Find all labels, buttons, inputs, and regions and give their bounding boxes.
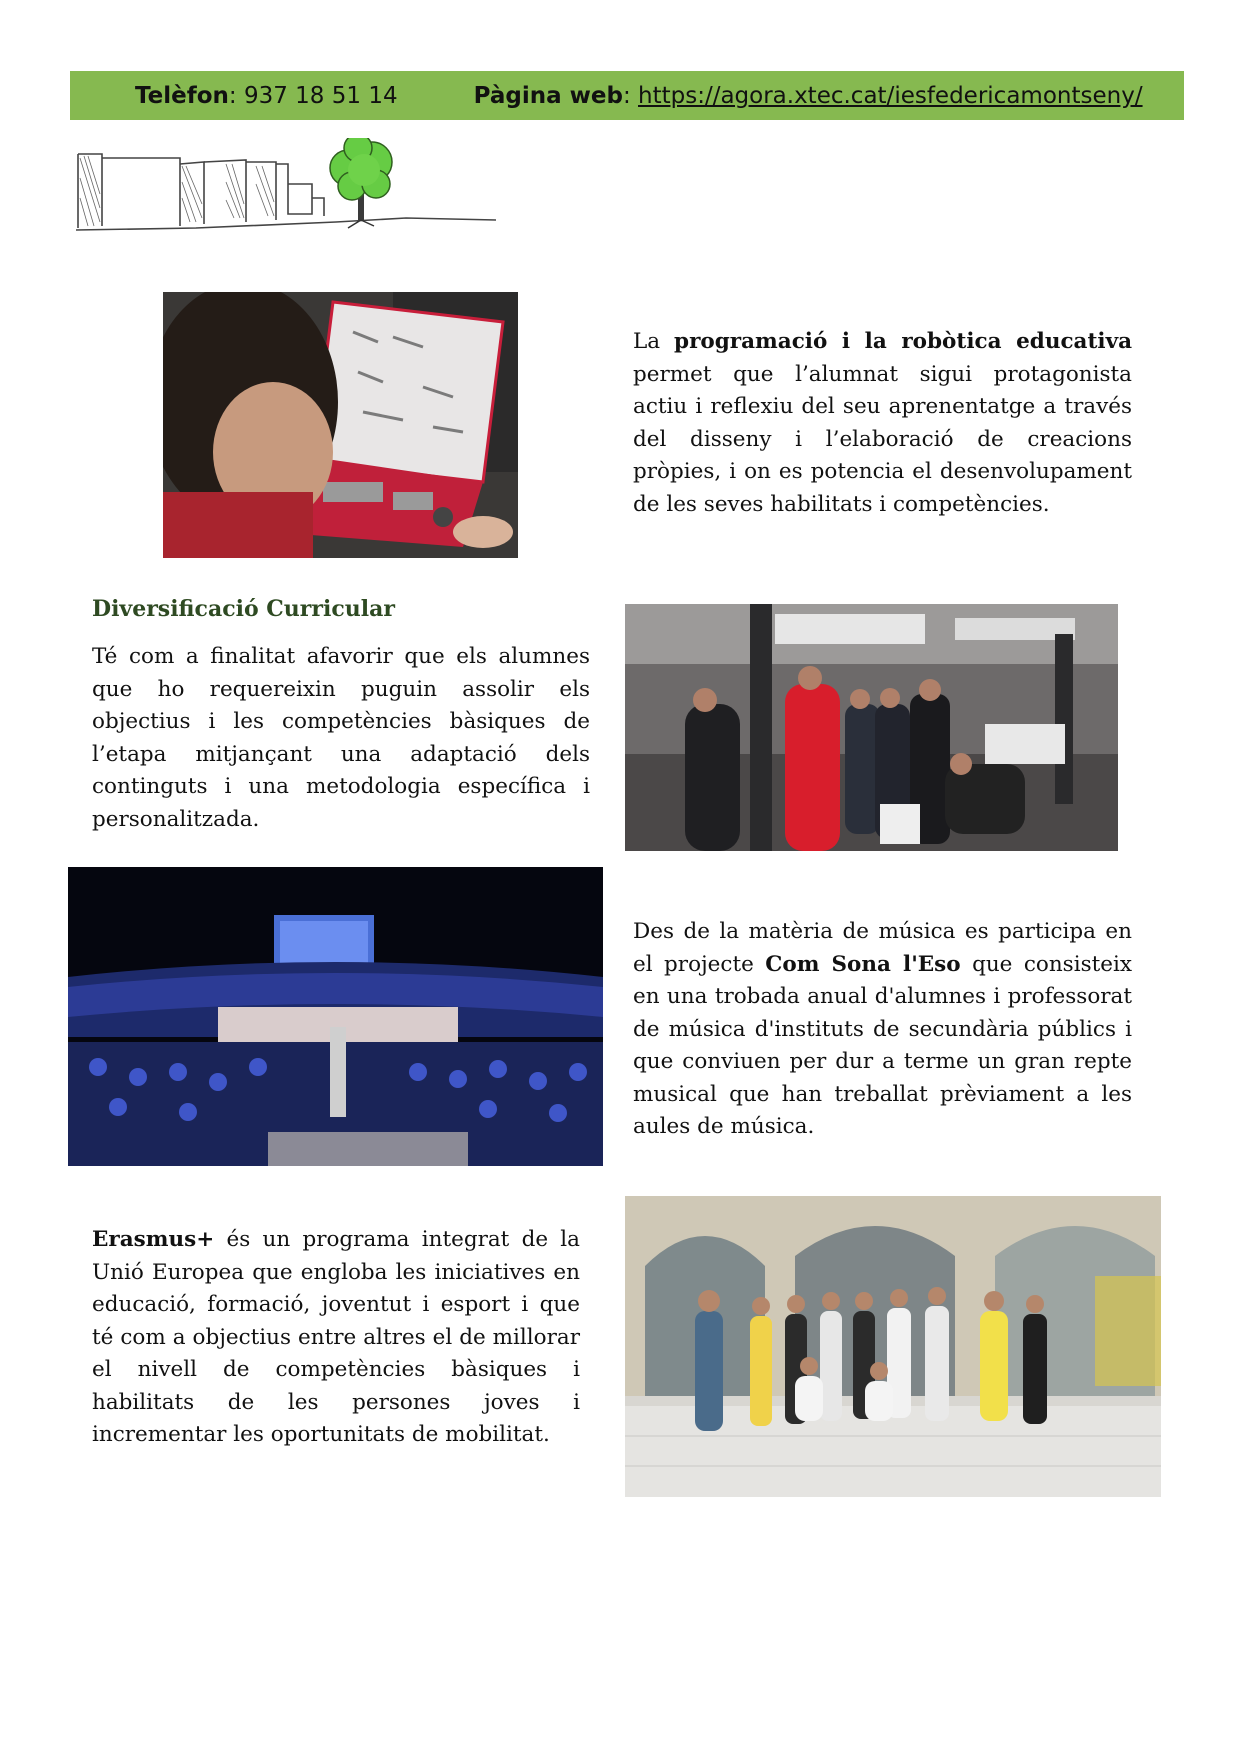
web-info: Pàgina web: https://agora.xtec.cat/iesfedericamontseny/	[473, 82, 1143, 109]
website-link[interactable]: https://agora.xtec.cat/iesfedericamontseny/	[638, 82, 1143, 109]
studio-photo	[625, 604, 1118, 851]
erasmus-text: Erasmus+ és un programa integrat de la Unió Europea que engloba les iniciatives en educació, formació, joventut i esport i que té com a objectius entre altres el de millorar el nivell de competències bàsiques i habilitats de les persones joves i incrementar les oportunitats de mobilitat.	[92, 1227, 580, 1447]
school-sketch-logo	[76, 138, 496, 238]
erasmus-group-photo	[625, 1196, 1161, 1497]
concert-photo	[68, 867, 603, 1166]
header-bar	[70, 71, 1184, 120]
tree-icon	[330, 138, 392, 228]
phone-info: Telèfon: 937 18 51 14	[135, 82, 398, 109]
music-text: Des de la matèria de música es participa en el projecte Com Sona l'Eso que consisteix en una trobada anual d'alumnes i professorat de música d'instituts de secundària públics i que conviuen per dur a terme un gran repte musical que han treballat prèviament a les aules de música.	[633, 919, 1132, 1139]
diversification-text: Té com a finalitat afavorir que els alumnes que ho requereixin puguin assolir els objectius i les competències bàsiques de l’etapa mitjançant una adaptació dels continguts i una metodologia específica i personalitzada.	[92, 644, 590, 832]
robotics-text: La programació i la robòtica educativa permet que l’alumnat sigui protagonista actiu i reflexiu del seu aprenentatge a través del disseny i l’elaboració de creacions pròpies, i on es potencia el desenvolupament de les seves habilitats i competències.	[633, 329, 1132, 517]
robotics-photo	[163, 292, 518, 558]
diversification-heading: Diversificació Curricular	[92, 596, 395, 622]
